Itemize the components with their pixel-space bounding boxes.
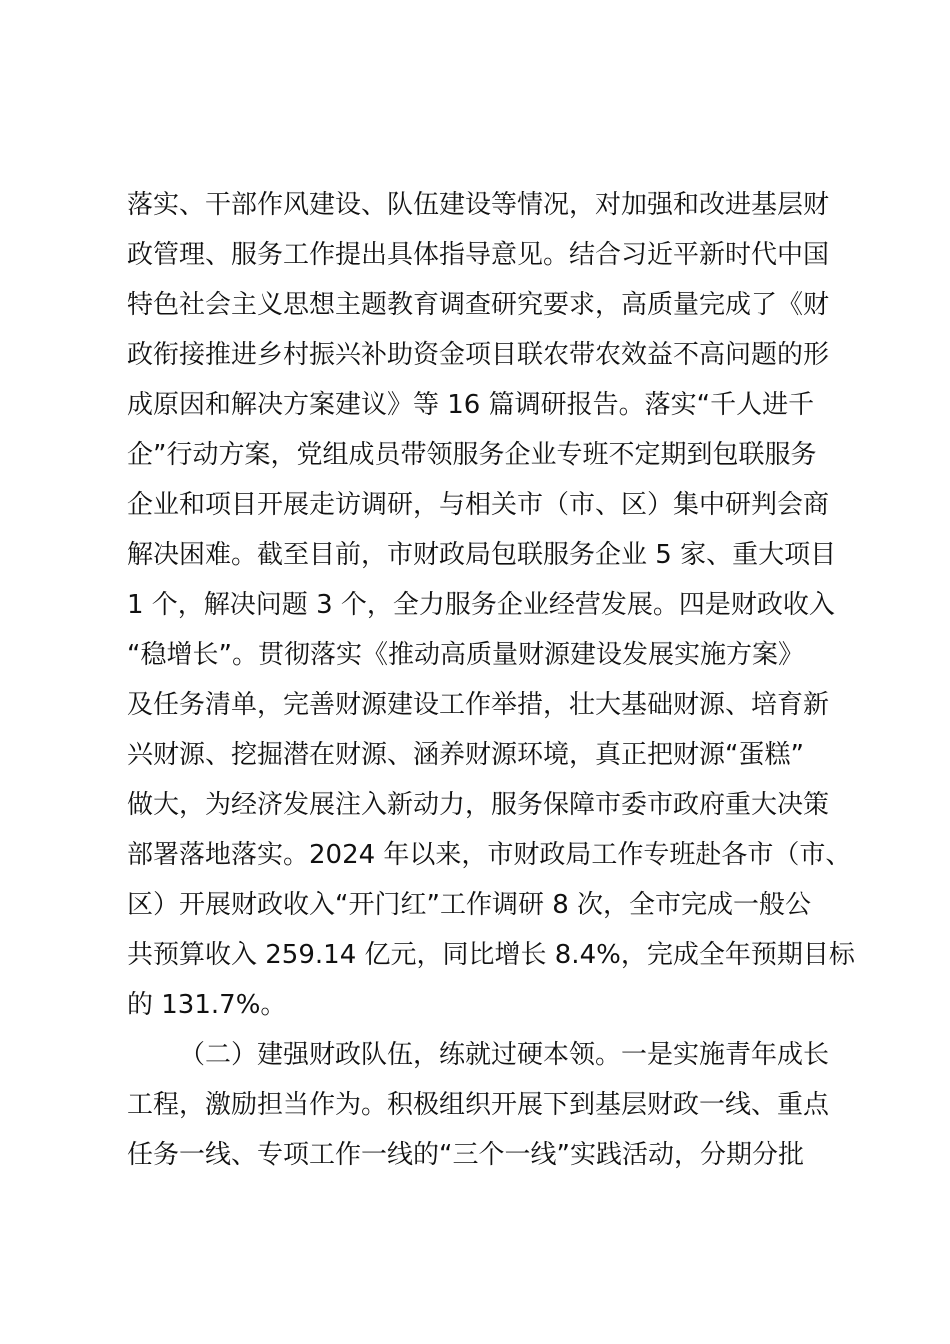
text-line: 企”行动方案，党组成员带领服务企业专班不定期到包联服务: [127, 440, 817, 470]
text-line: （二）建强财政队伍，练就过硬本领。一是实施青年成长: [179, 1040, 830, 1070]
document-body: [127, 180, 855, 1180]
text-line: 区）开展财政收入“开门红”工作调研 8 次，全市完成一般公: [127, 890, 812, 920]
text-line: “稳增长”。贯彻落实《推动高质量财源建设发展实施方案》: [127, 640, 804, 670]
text-line: 的 131.7%。: [127, 990, 287, 1020]
paragraph-1: [127, 180, 855, 1030]
text-line: 及任务清单，完善财源建设工作举措，壮大基础财源、培育新: [127, 690, 830, 720]
text-line: 兴财源、挖掘潜在财源、涵养财源环境，真正把财源“蛋糕”: [127, 740, 804, 770]
text-line: 任务一线、专项工作一线的“三个一线”实践活动，分期分批: [127, 1140, 804, 1170]
text-line: 解决困难。截至目前，市财政局包联服务企业 5 家、重大项目: [127, 540, 837, 570]
text-line: 企业和项目开展走访调研，与相关市（市、区）集中研判会商: [127, 490, 830, 520]
text-line: 成原因和解决方案建议》等 16 篇调研报告。落实“千人进千: [127, 390, 815, 420]
text-line: 落实、干部作风建设、队伍建设等情况，对加强和改进基层财: [127, 190, 830, 220]
text-line: 政衔接推进乡村振兴补助资金项目联农带农效益不高问题的形: [127, 340, 830, 370]
text-line: 1 个，解决问题 3 个，全力服务企业经营发展。四是财政收入: [127, 590, 835, 620]
paragraph-2: [127, 1030, 837, 1180]
text-line: 政管理、服务工作提出具体指导意见。结合习近平新时代中国: [127, 240, 830, 270]
text-line: 特色社会主义思想主题教育调查研究要求，高质量完成了《财: [127, 290, 830, 320]
text-line: 工程，激励担当作为。积极组织开展下到基层财政一线、重点: [127, 1090, 830, 1120]
text-line: 部署落地落实。2024 年以来，市财政局工作专班赴各市（市、: [127, 840, 852, 870]
text-line: 做大，为经济发展注入新动力，服务保障市委市政府重大决策: [127, 790, 830, 820]
text-line: 共预算收入 259.14 亿元，同比增长 8.4%，完成全年预期目标: [127, 940, 855, 970]
